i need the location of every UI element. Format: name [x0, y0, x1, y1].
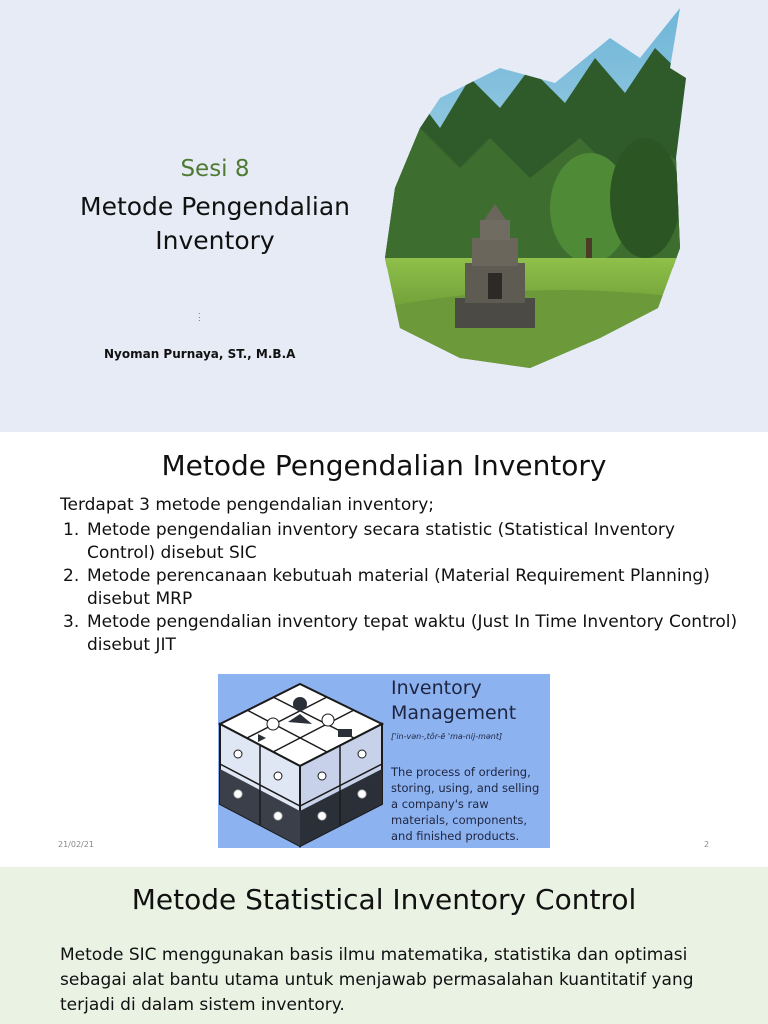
image-phonetic: ['in-vən-,tôr-ē 'ma-nij-mənt] [391, 732, 503, 741]
slide-heading: Metode Pengendalian Inventory [161, 449, 607, 482]
methods-slide [0, 433, 768, 865]
author-name: Nyoman Purnaya, ST., M.B.A [104, 347, 296, 361]
title-line-2: Inventory [155, 226, 275, 255]
list-number: 2. [63, 566, 80, 586]
list-item [63, 565, 743, 611]
temple-landscape-image [380, 8, 686, 370]
list-number: 3. [63, 612, 80, 632]
slide-date: 21/02/21 [58, 840, 94, 849]
slide-heading: Metode Statistical Inventory Control [131, 883, 637, 916]
list-text: Metode perencanaan kebutuah material (Material Requirement Planning) disebut MRP [87, 566, 710, 609]
storage-cube-illustration [218, 674, 390, 848]
list-text: Metode pengendalian inventory secara statistic (Statistical Inventory Control) disebut SIC [87, 520, 675, 563]
body-text: Metode SIC menggunakan basis ilmu matematika, statistika dan optimasi sebagai alat bantu utama untuk menjawab permasalahan kuantitatif yang terjadi di dalam sistem inventory. [60, 945, 694, 1015]
list-item [63, 611, 743, 657]
list-number: 1. [63, 520, 80, 540]
list-item [63, 519, 743, 565]
slide-title [0, 190, 430, 258]
title-line-1: Metode Pengendalian [80, 192, 350, 221]
inventory-management-image [218, 674, 550, 848]
session-label: Sesi 8 [180, 156, 250, 182]
methods-list [63, 519, 743, 657]
image-description: The process of ordering, storing, using, and selling a company's raw materials, components, and finished products. [391, 765, 540, 843]
image-title-line-1: Inventory [391, 677, 482, 699]
image-title-line-2: Management [391, 702, 517, 724]
intro-text: Terdapat 3 metode pengendalian inventory; [60, 495, 435, 515]
slide-page-number: 2 [704, 840, 710, 849]
decorative-dots: . : [198, 307, 201, 323]
sic-slide [0, 867, 768, 1024]
image-title [391, 676, 516, 726]
list-text: Metode pengendalian inventory tepat waktu (Just In Time Inventory Control) disebut JIT [87, 612, 738, 655]
title-slide [0, 0, 768, 432]
